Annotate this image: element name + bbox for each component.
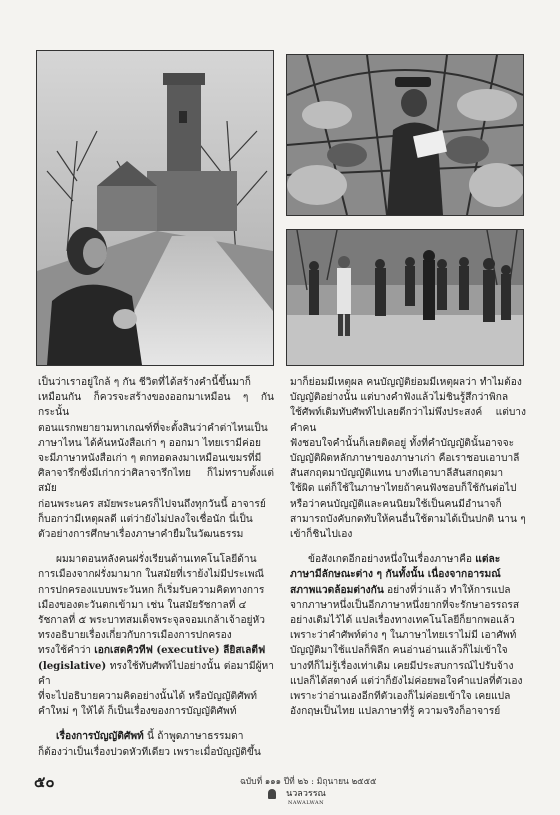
text-line: (legislative) ทรงใช้ทับศัพท์ไปอย่างนั้น ต่อมามีผู้หาคำ <box>38 659 274 687</box>
text-line: จากภาษาหนึ่งเป็นอีกภาษาหนึ่งยากที่จะรักษาอรรถรส <box>290 599 520 611</box>
paragraph-gap <box>38 542 274 552</box>
photo-woman-reading-garden <box>286 54 524 216</box>
text-line: เมืองของตะวันตกเข้ามา เช่น ในสมัยรัชกาลที่ ๔ <box>38 599 247 611</box>
left-column <box>38 375 274 760</box>
text-line: ที่จะไปอธิบายความคิดอย่างนั้นได้ หรือบัญญัติศัพท์ <box>38 691 257 703</box>
text-line: ภาษาไหน ได้ค้นหนังสือเก่า ๆ ออกมา ไทยเรามีค่อย <box>38 437 261 449</box>
text-line: บัญญัติอย่างนั้น แต่บางคำฟังแล้วไม่ชินรู้สึกว่าพิกล <box>290 392 509 404</box>
text-line: รัชกาลที่ ๕ พระบาทสมเด็จพระจุลจอมเกล้าเจ้าอยู่หัว <box>38 615 265 627</box>
text-line: ตัวอย่างการศึกษาเรื่องภาษาคำยืมในวัฒนธรรม <box>38 529 244 541</box>
text-line: การเมืองจากฝรั่งมามาก ในสมัยที่เราย้งไม่มีประเพณี <box>38 569 264 581</box>
text-line: เพราะว่าอ่านเองอีกทีตัวเองก็ไม่ค่อยเข้าใจ เคยแปล <box>290 691 511 703</box>
right-column <box>290 375 526 719</box>
text-line: ก็บอกว่ามีเหตุผลดี แต่ว่ายังไม่ปลงใจเชื่อนัก นี่เป็น <box>38 513 253 525</box>
photo-castle-woman-image <box>37 51 273 365</box>
text-line: การปกครองแบบพระวันหก ก็เริ่มรับความคิดทางการ <box>38 584 265 596</box>
page-footer <box>0 770 560 810</box>
text-line: ข้อสังเกตอีกอย่างหนึ่งในเรื่องภาษาคือ แต่ละ <box>308 553 501 566</box>
photo-group-outdoor-image <box>287 230 523 365</box>
text-line: สันสกฤตมาบัญญัติแทน บางทีเอาบาลีสันสกฤตมา <box>290 468 504 480</box>
text-line: เป็นว่าเราอยู่ใกล้ ๆ กัน ชีวิตที่ได้สร้างคำนี้ขึ้นมาก็ <box>38 377 251 388</box>
photo-woman-reading-garden-image <box>287 55 523 215</box>
paragraph-gap <box>38 719 274 729</box>
text-line: บางทีก็ไม่รู้เรื่องเท่าเดิม เคยมีประสบการณ์ไปรับจ้าง <box>290 660 514 672</box>
text-line: อังกฤษเป็นไทย แปลภาษาที่รู้ ความจริงก็อาจารย์ <box>290 706 501 718</box>
logo-text: นวลวรรณ <box>286 789 326 799</box>
text-line: ฟังชอบใจคำนั้นก็เลยติดอยู่ ทั้งที่คำบัญญัตินั้นอาจจะ <box>290 437 515 449</box>
text-line: เรื่องการบัญญัติศัพท์ นี้ ถ้าพูดภาษาธรรมดา <box>56 730 244 743</box>
text-line: ศิลาจารึกซึ่งมีเก่ากว่าศิลาจารึกไทย ก็ไม่ทราบตั้งแต่สมัย <box>38 468 274 495</box>
page-number: ๕๐ <box>34 773 55 791</box>
text-line: เหมือนกัน ก็ควรจะสร้างของออกมาเหมือน ๆ กันกระนั้น <box>38 392 274 419</box>
text-line: หรือว่าคนบัญญัติและคนนิยมใช้เป็นคนมีอำนาจก็ <box>290 498 502 510</box>
text-line: มาก็ย่อมมีเหตุผล คนบัญญัติย่อมมีเหตุผลว่า ทำไมต้อง <box>290 377 522 388</box>
text-line: เพราะว่าคำศัพท์ต่าง ๆ ในภาษาไทยเราไม่มี เอาศัพท์ <box>290 630 517 642</box>
text-line: สภาพแวดล้อมต่างกัน อย่างที่ว่าแล้ว ทำให้การแปล <box>290 583 511 596</box>
photo-group-outdoor <box>286 229 524 366</box>
text-line: อย่างเดิมไว้ได้ แปลเรื่องทางเทคโนโลยีก็ยากพอแล้ว <box>290 615 515 627</box>
text-line: ทรงอธิบายเรื่องเกี่ยวกับการเมืองการปกครอง <box>38 630 232 642</box>
issue-info: ฉบับที่ ๑๑๑ ปีที่ ๒๖ : มิถุนายน ๒๕๕๕ <box>240 777 377 787</box>
text-line: ใช้ผิด แต่ก็ใช้ในภาษาไทยถ้าคนฟังชอบก็ใช้กันต่อไป <box>290 483 517 495</box>
paragraph-gap <box>290 542 526 552</box>
text-line: ทรงใช้คำว่า เอกเสดคิวทีฟ (executive) ลียิสเลตีฟ <box>38 644 266 657</box>
text-line: คำใหม่ ๆ ให้ได้ ก็เป็นเรื่องของการบัญญัติศัพท์ <box>38 706 237 718</box>
magazine-logo <box>278 787 334 806</box>
logo-subtext: NAWALWAN <box>287 800 325 806</box>
text-line: แปลก็ได้สตางค์ แต่ว่าก็ยังไม่ค่อยพอใจคำแปลที่ตัวเอง <box>290 675 523 687</box>
text-line: ใช้ศัพท์เดิมทับศัพท์ไปเลยดีกว่าไม่พึงประสงค์ แต่บางคำคน <box>290 407 526 434</box>
text-line: บัญญัติผิดหลักภาษาของภาษาเก่า คือเราชอบเอาบาลี <box>290 453 520 465</box>
photo-area <box>36 50 526 368</box>
text-line: ภาษามีลักษณะต่าง ๆ กันทั้งนั้น เนื่องจากอารมณ์ <box>290 568 501 581</box>
text-line: บัญญัติมาใช้แปลก็พิลึก คนอ่านอ่านแล้วก็ไม่เข้าใจ <box>290 645 508 657</box>
text-line: เข้าก็ชินไปเอง <box>290 529 353 541</box>
text-line: สามารถบังคับกดทับให้คนอื่นใช้ตามได้เป็นปกติ นาน ๆ <box>290 513 526 525</box>
text-line: ผมมาตอนหลังคนฝรั่งเรียนด้านเทคโนโลยีด้าน <box>56 554 257 566</box>
text-line: ก็ต้องว่าเป็นเรื่องปวดหัวทีเดียว เพราะเมื่อบัญญัติขึ้น <box>38 746 261 758</box>
text-line: ก่อนพระนคร สมัยพระนครก็ไปจนถึงทุกวันนี้ อาจารย์ <box>38 498 266 510</box>
logo-icon <box>268 789 276 799</box>
photo-castle-woman <box>36 50 274 366</box>
text-line: ตอนแรกพยายามหาเกณฑ์ที่จะตั้งสินว่าคำต่าไหนเป็น <box>38 422 268 434</box>
text-line: จะมีภาษาหนังสือเก่า ๆ ตกทอดลงมาเหมือนเขมรที่มี <box>38 453 262 465</box>
